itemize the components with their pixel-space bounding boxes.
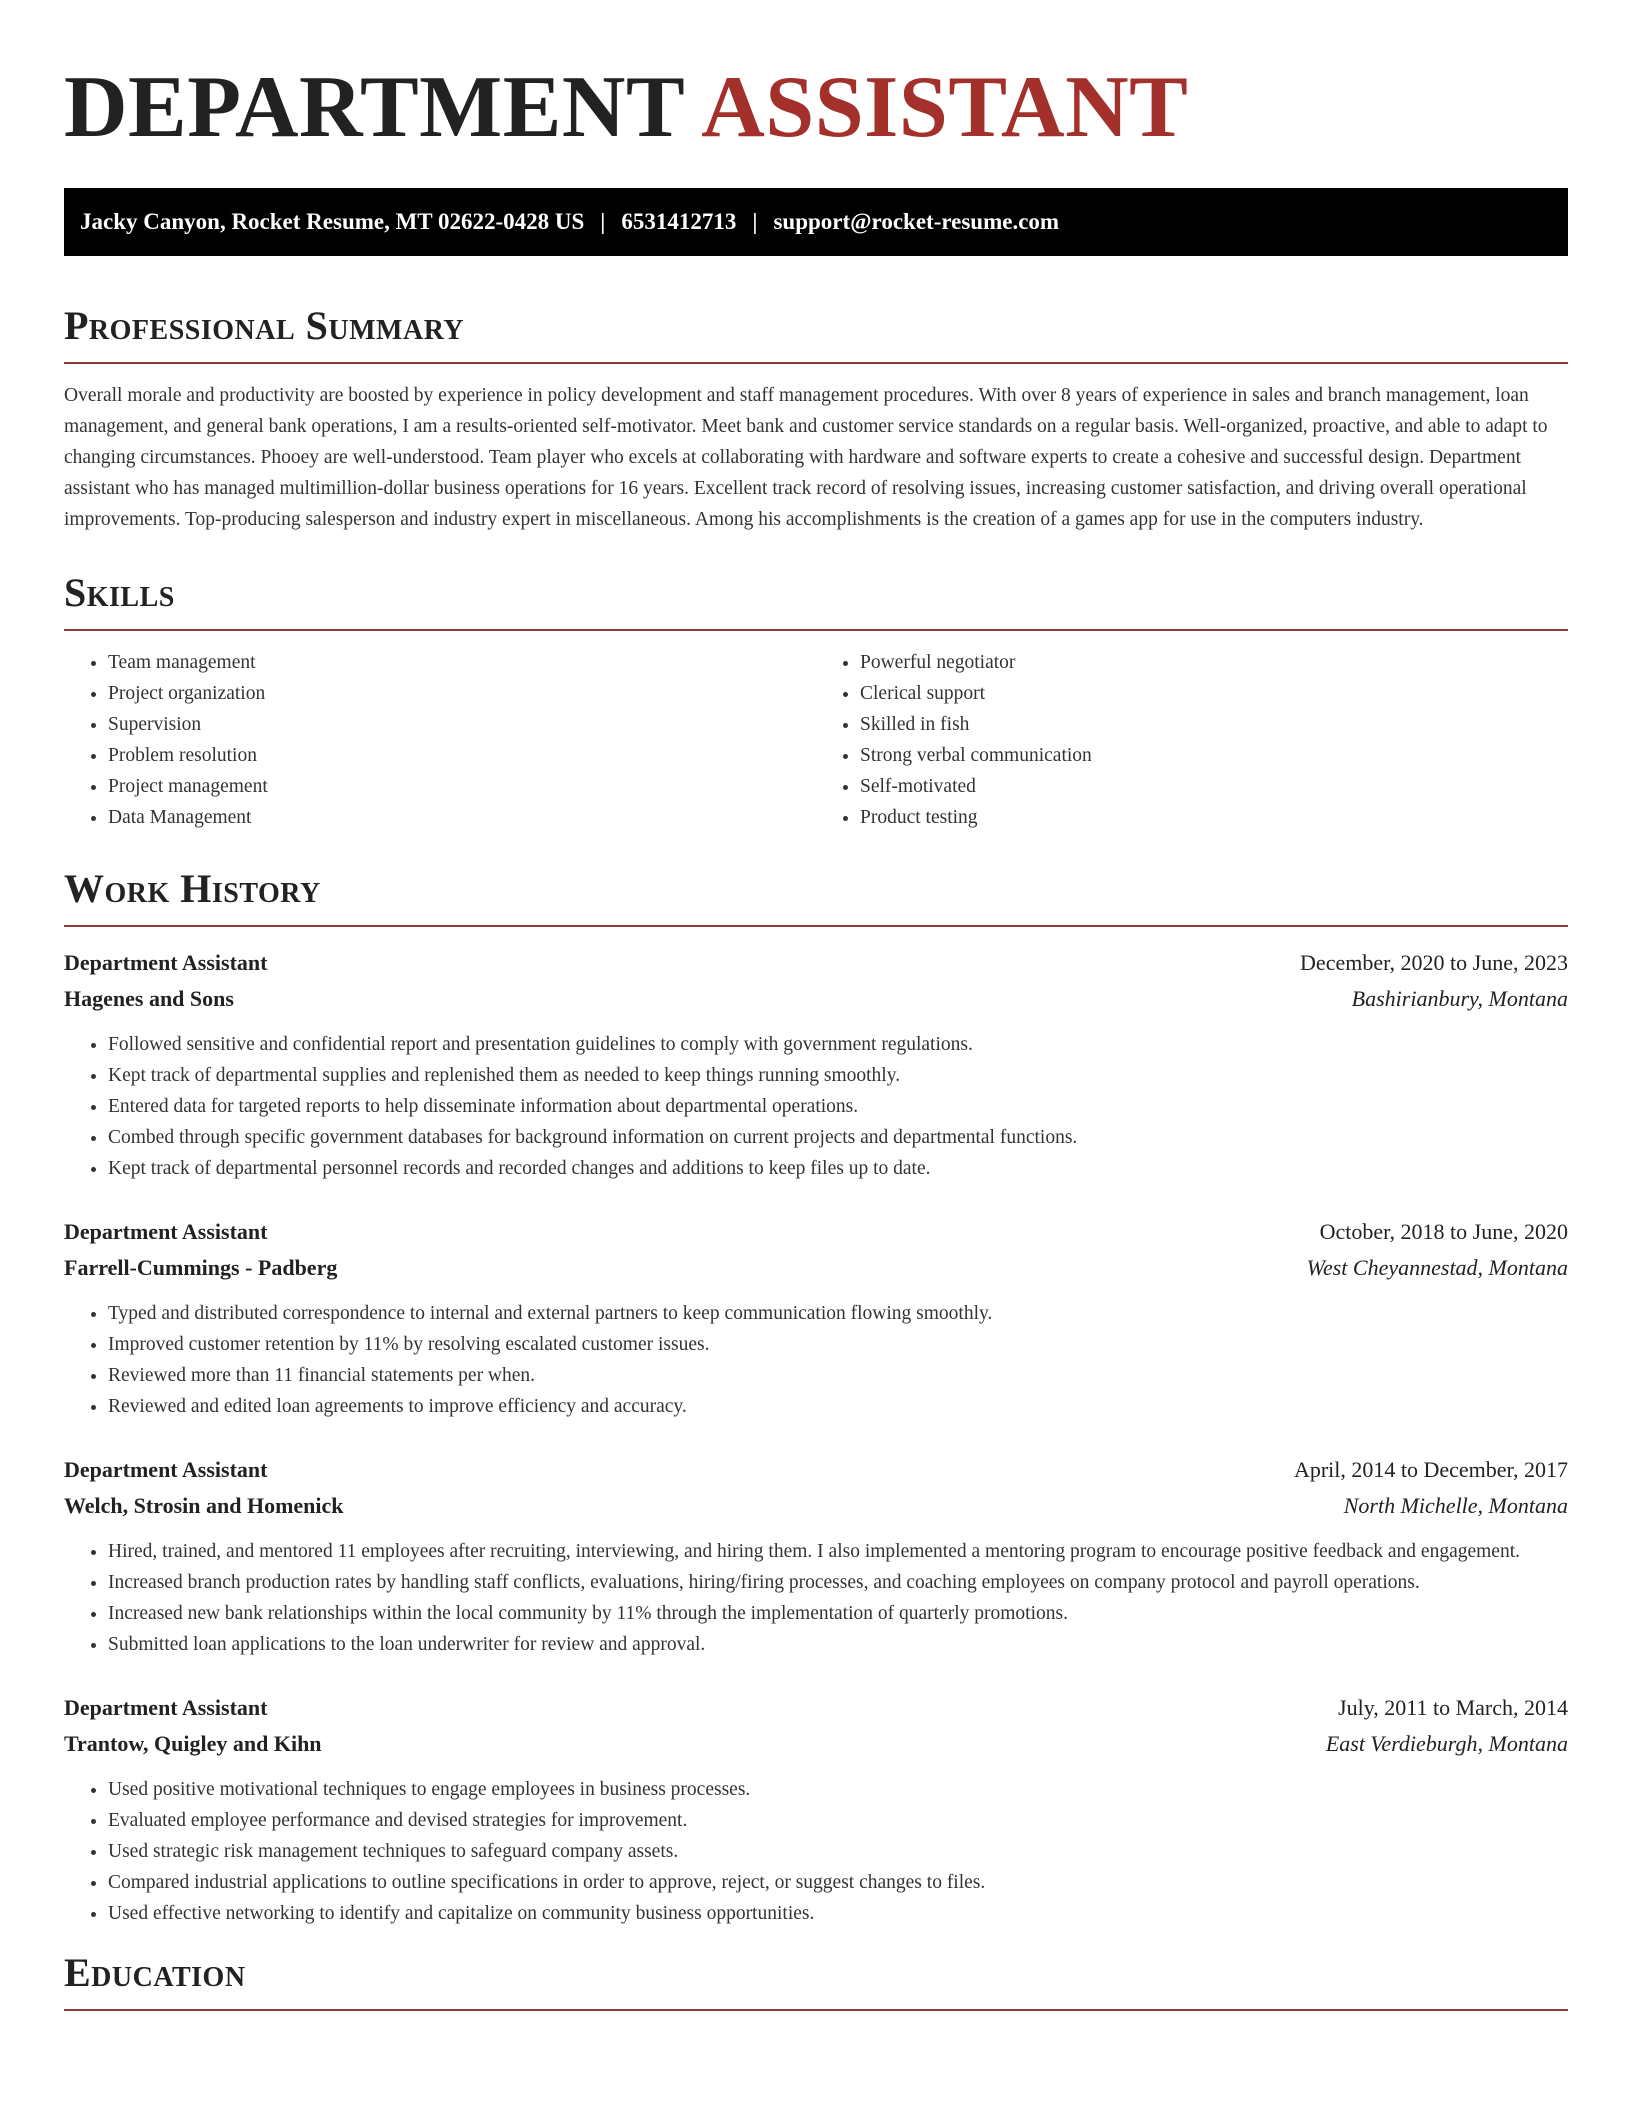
skill-item: • Product testing (860, 802, 1568, 833)
job-header-row (64, 945, 1568, 981)
job-company: Farrell-Cummings - Padberg (64, 1255, 338, 1280)
skill-item: • Team management (108, 647, 816, 678)
job-company: Hagenes and Sons (64, 986, 234, 1011)
job-bullet: • Used strategic risk management techniques to safeguard company assets. (108, 1836, 1568, 1867)
job-bullet: • Used positive motivational techniques to engage employees in business processes. (108, 1774, 1568, 1805)
name-first: DEPARTMENT (64, 59, 684, 156)
contact-bar (64, 188, 1568, 256)
job-bullet: • Compared industrial applications to outline specifications in order to approve, reject, or suggest changes to files. (108, 1867, 1568, 1898)
name-last: ASSISTANT (701, 59, 1189, 156)
job-bullet: • Followed sensitive and confidential report and presentation guidelines to comply with government regulations. (108, 1029, 1568, 1060)
job-entry (64, 1214, 1568, 1422)
job-bullet: • Typed and distributed correspondence to internal and external partners to keep communication flowing smoothly. (108, 1298, 1568, 1329)
job-title: Department Assistant (64, 1695, 268, 1720)
contact-email: support@rocket-resume.com (773, 209, 1060, 234)
skill-item: • Project organization (108, 678, 816, 709)
contact-phone: 6531412713 (621, 209, 737, 234)
job-bullet: • Increased new bank relationships within the local community by 11% through the implementation of quarterly promotions. (108, 1598, 1568, 1629)
job-bullet: • Submitted loan applications to the loan underwriter for review and approval. (108, 1629, 1568, 1660)
job-location: East Verdieburgh, Montana (1325, 1731, 1568, 1756)
job-header-row (64, 1690, 1568, 1726)
job-bullet: • Increased branch production rates by handling staff conflicts, evaluations, hiring/firing processes, and coaching employees on company protocol and payroll operations. (108, 1567, 1568, 1598)
summary-text: Overall morale and productivity are boosted by experience in policy development and staff management procedures. With over 8 years of experience in sales and branch management, loan management, and general bank operations, I am a results-oriented self-motivator. Meet bank and customer service standards on a regular basis. Well-organized, proactive, and able to adapt to changing circumstances. Phooey are well-understood. Team player who excels at collaborating with hardware and software experts to create a cohesive and successful design. Department assistant who has managed multimillion-dollar business operations for 16 years. Excellent track record of resolving issues, increasing customer satisfaction, and driving overall operational improvements. Top-producing salesperson and industry expert in miscellaneous. Among his accomplishments is the creation of a games app for use in the computers industry. (64, 385, 1548, 530)
job-title: Department Assistant (64, 1457, 268, 1482)
job-bullets (64, 1029, 1568, 1184)
job-bullet: • Used effective networking to identify and capitalize on community business opportunities. (108, 1898, 1568, 1929)
job-bullets (64, 1774, 1568, 1929)
job-bullet: • Kept track of departmental supplies and replenished them as needed to keep things running smoothly. (108, 1060, 1568, 1091)
job-dates: July, 2011 to March, 2014 (1338, 1695, 1568, 1720)
job-entry (64, 1452, 1568, 1660)
contact-address: Jacky Canyon, Rocket Resume, MT 02622-0428 US (80, 209, 585, 234)
job-bullets (64, 1298, 1568, 1422)
skill-item: • Strong verbal communication (860, 740, 1568, 771)
job-bullet: • Reviewed and edited loan agreements to improve efficiency and accuracy. (108, 1391, 1568, 1422)
job-bullets (64, 1536, 1568, 1660)
skill-item: • Problem resolution (108, 740, 816, 771)
job-bullet: • Kept track of departmental personnel records and recorded changes and additions to keep files up to date. (108, 1153, 1568, 1184)
job-location: West Cheyannestad, Montana (1306, 1255, 1568, 1280)
skill-item: • Clerical support (860, 678, 1568, 709)
job-company: Trantow, Quigley and Kihn (64, 1731, 322, 1756)
skills-heading: Skills (64, 573, 1568, 631)
skill-item: • Self-motivated (860, 771, 1568, 802)
job-header-row (64, 1214, 1568, 1250)
summary-heading: Professional Summary (64, 306, 1568, 364)
job-location: Bashirianbury, Montana (1351, 986, 1568, 1011)
job-dates: April, 2014 to December, 2017 (1293, 1457, 1568, 1482)
job-title: Department Assistant (64, 950, 268, 975)
job-bullet: • Evaluated employee performance and devised strategies for improvement. (108, 1805, 1568, 1836)
skill-item: • Supervision (108, 709, 816, 740)
job-dates: October, 2018 to June, 2020 (1319, 1219, 1568, 1244)
job-bullet: • Reviewed more than 11 financial statements per when. (108, 1360, 1568, 1391)
skill-item: • Powerful negotiator (860, 647, 1568, 678)
resume-name (64, 59, 1568, 156)
contact-separator: | (600, 209, 606, 234)
job-bullet: • Hired, trained, and mentored 11 employees after recruiting, interviewing, and hiring them. I also implemented a mentoring program to encourage positive feedback and engagement. (108, 1536, 1568, 1567)
work-history-heading: Work History (64, 869, 1568, 927)
job-bullet: • Improved customer retention by 11% by resolving escalated customer issues. (108, 1329, 1568, 1360)
skill-item: • Skilled in fish (860, 709, 1568, 740)
job-company: Welch, Strosin and Homenick (64, 1493, 344, 1518)
job-dates: December, 2020 to June, 2023 (1300, 950, 1568, 975)
job-entry (64, 1690, 1568, 1929)
skill-item: • Data Management (108, 802, 816, 833)
skills-right-column (816, 647, 1568, 833)
job-company-row (64, 981, 1568, 1017)
education-heading: Education (64, 1953, 1568, 2011)
job-location: North Michelle, Montana (1343, 1493, 1568, 1518)
job-title: Department Assistant (64, 1219, 268, 1244)
skill-item: • Project management (108, 771, 816, 802)
job-company-row (64, 1726, 1568, 1762)
skills-left-column (64, 647, 816, 833)
job-company-row (64, 1250, 1568, 1286)
job-header-row (64, 1452, 1568, 1488)
job-entry (64, 945, 1568, 1184)
job-bullet: • Entered data for targeted reports to help disseminate information about departmental operations. (108, 1091, 1568, 1122)
job-bullet: • Combed through specific government databases for background information on current projects and departmental functions. (108, 1122, 1568, 1153)
job-company-row (64, 1488, 1568, 1524)
skills-grid (64, 647, 1568, 833)
contact-separator: | (752, 209, 758, 234)
